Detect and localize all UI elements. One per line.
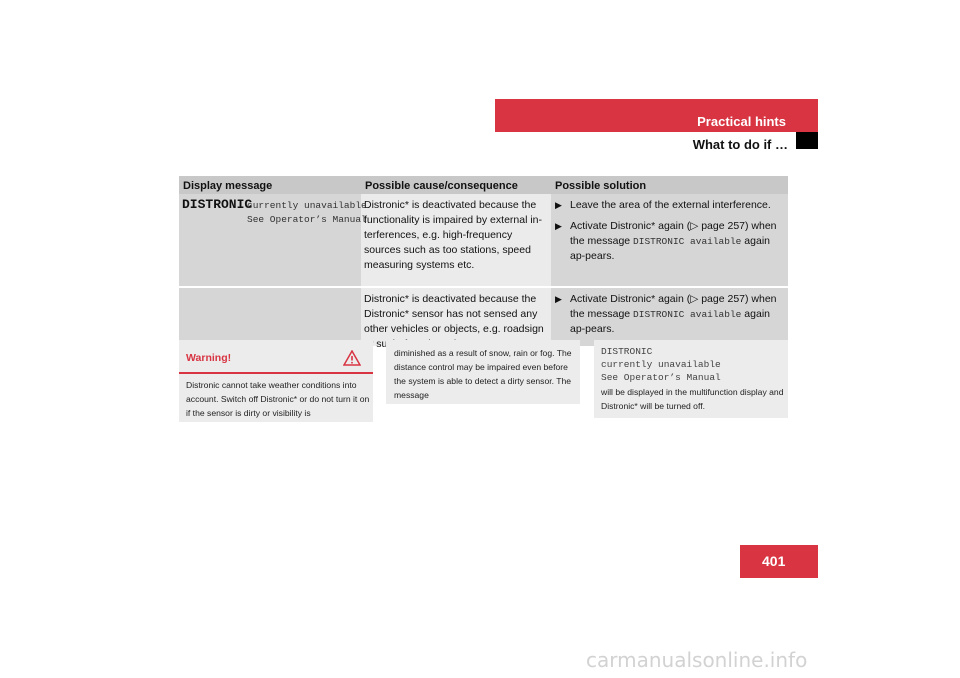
- cause-cell: Distronic* is deactivated because the Distronic* sensor has not sensed any other vehicles or objects, e.g. roadsign: [361, 288, 551, 346]
- solution-text: Activate Distronic* again (▷ page 257) when the message: [570, 220, 777, 247]
- table-header-row: [179, 176, 788, 194]
- solution-cell: [551, 288, 788, 346]
- page-number-box: [740, 545, 818, 578]
- bullet-arrow-icon: ▶: [555, 221, 562, 231]
- warning-title: Warning!: [186, 352, 232, 364]
- display-message-line1: currently unavailable: [247, 200, 367, 211]
- table-row: [179, 288, 788, 346]
- column-header-solution: Possible solution: [551, 176, 788, 194]
- warning-box: [179, 340, 373, 422]
- display-message-line2: See Operator’s Manual: [247, 214, 367, 225]
- column-header-cause: Possible cause/consequence: [361, 176, 551, 194]
- column-header-display-message: Display message: [179, 176, 361, 194]
- display-message-mono-line: DISTRONIC: [601, 346, 653, 357]
- section-title: Practical hints: [697, 114, 786, 129]
- solution-text: again ap-pears.: [570, 308, 770, 335]
- display-message-explanation: will be displayed in the multifunction display and Distronic* will be turned off.: [601, 387, 784, 411]
- display-message-main: DISTRONIC: [182, 197, 253, 212]
- solution-cell: [551, 194, 788, 286]
- warning-text: Distronic cannot take weather conditions into account. Switch off Distronic* or do not turn it on if the sensor is dirty or visibility is: [186, 380, 370, 418]
- display-message-mono-line: currently unavailable: [601, 359, 721, 370]
- solution-code: DISTRONIC available: [633, 309, 742, 320]
- solution-code: DISTRONIC available: [633, 236, 742, 247]
- cause-cell: Distronic* is deactivated because the functionality is impaired by external in-terferences, e.g. high-frequency sources such as too stations, speed measuring systems etc.: [361, 194, 551, 286]
- solution-text: again ap-pears.: [570, 235, 770, 262]
- solution-text: Activate Distronic* again (▷ page 257) when the message: [570, 293, 777, 320]
- warning-continuation-box: [386, 340, 580, 404]
- display-message-table: [179, 176, 788, 346]
- solution-item: [554, 219, 785, 264]
- header-tab-marker: [796, 132, 818, 149]
- display-message-cell-empty: [179, 288, 361, 346]
- display-message-box: [594, 340, 788, 418]
- display-message-mono: [601, 345, 721, 384]
- display-message-cell: [179, 194, 367, 286]
- bullet-arrow-icon: ▶: [555, 200, 562, 210]
- warning-divider: [179, 372, 373, 374]
- header-band: [495, 99, 818, 132]
- warning-triangle-icon: [343, 350, 361, 366]
- solution-item: [554, 292, 785, 337]
- watermark: carmanualsonline.info: [586, 648, 808, 672]
- warning-continuation-text: diminished as a result of snow, rain or fog. The distance control may be impaired even before the system is able to detect a dirty sensor. The message: [394, 348, 572, 400]
- section-subheading: What to do if …: [692, 137, 788, 152]
- page-number: 401: [762, 553, 786, 569]
- solution-item: [554, 198, 785, 213]
- display-message-mono-line: See Operator’s Manual: [601, 372, 721, 383]
- solution-text: Leave the area of the external interference.: [570, 199, 771, 211]
- bullet-arrow-icon: ▶: [555, 294, 562, 304]
- table-row: [179, 194, 788, 286]
